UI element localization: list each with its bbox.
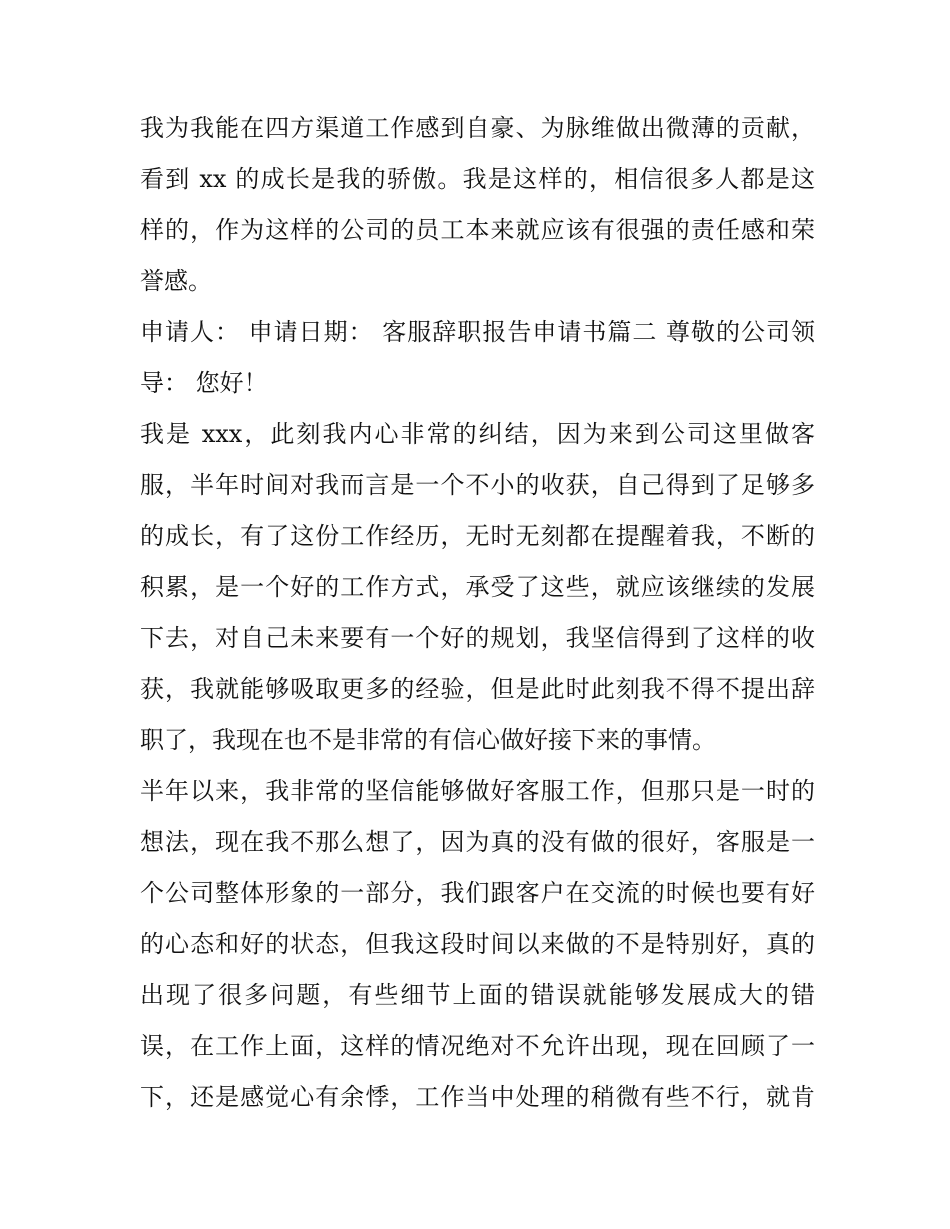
text-line: 半年以来，我非常的坚信能够做好客服工作，但那只是一时的 <box>140 777 815 805</box>
text-line: 导： 您好！ <box>140 369 268 397</box>
text-line: 误，在工作上面，这样的情况绝对不允许出现，现在回顾了一 <box>140 1032 815 1060</box>
text-line: 想法，现在我不那么想了，因为真的没有做的很好，客服是一 <box>140 828 815 856</box>
document-body <box>140 103 815 1123</box>
text-line: 个公司整体形象的一部分，我们跟客户在交流的时候也要有好 <box>140 879 815 907</box>
text-line: 我为我能在四方渠道工作感到自豪、为脉维做出微薄的贡献， <box>140 114 815 142</box>
text-line: 服，半年时间对我而言是一个不小的收获，自己得到了足够多 <box>140 471 815 499</box>
text-line: 出现了很多问题，有些细节上面的错误就能够发展成大的错 <box>140 981 815 1009</box>
text-line: 我是 xxx，此刻我内心非常的纠结，因为来到公司这里做客 <box>140 420 815 448</box>
text-line: 职了，我现在也不是非常的有信心做好接下来的事情。 <box>140 726 716 754</box>
text-line: 的心态和好的状态，但我这段时间以来做的不是特别好，真的 <box>140 930 815 958</box>
text-line: 下，还是感觉心有余悸，工作当中处理的稍微有些不行，就肯 <box>140 1083 815 1111</box>
text-line: 誉感。 <box>140 267 212 295</box>
text-line: 的成长，有了这份工作经历，无时无刻都在提醒着我，不断的 <box>140 522 815 550</box>
text-line: 积累，是一个好的工作方式，承受了这些，就应该继续的发展 <box>140 573 815 601</box>
text-line: 看到 xx 的成长是我的骄傲。我是这样的，相信很多人都是这 <box>140 165 815 193</box>
text-line: 获，我就能够吸取更多的经验，但是此时此刻我不得不提出辞 <box>140 675 815 703</box>
text-line: 样的，作为这样的公司的员工本来就应该有很强的责任感和荣 <box>140 216 815 244</box>
text-line: 申请人： 申请日期： 客服辞职报告申请书篇二 尊敬的公司领 <box>140 318 815 346</box>
text-line: 下去，对自己未来要有一个好的规划，我坚信得到了这样的收 <box>140 624 815 652</box>
